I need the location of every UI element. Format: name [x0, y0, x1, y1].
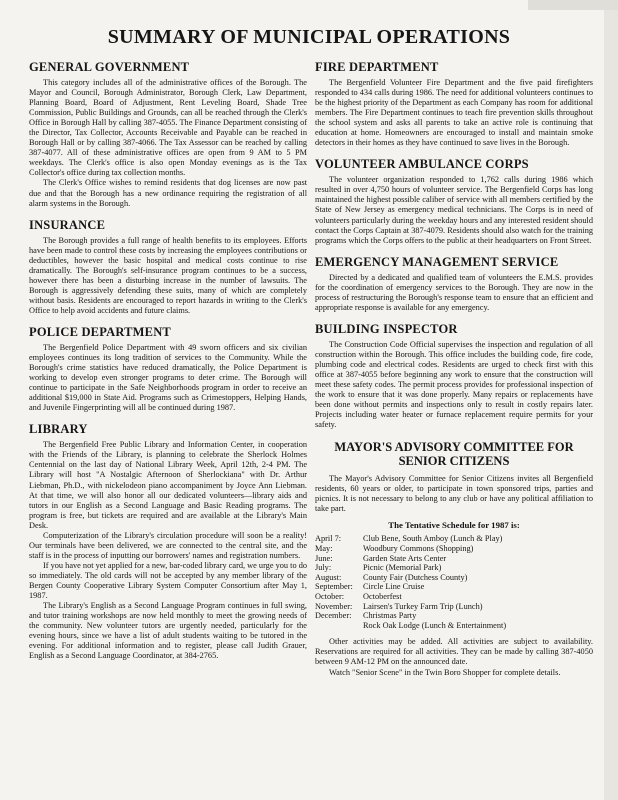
- schedule-heading: The Tentative Schedule for 1987 is:: [388, 520, 520, 531]
- right-column: [315, 60, 593, 678]
- schedule-month: December:: [315, 611, 352, 621]
- section-library: [29, 422, 307, 661]
- section-general-government: [29, 60, 307, 209]
- page-edge: [604, 0, 618, 800]
- section-heading: POLICE DEPARTMENT: [29, 324, 171, 339]
- schedule-row: [315, 582, 593, 592]
- section-ambulance: [315, 157, 593, 245]
- schedule-month: April 7:: [315, 534, 342, 544]
- paragraph: Other activities may be added. All activities are subject to availability. Reservations are required for all activities. They can be made by calling 387-4050 between 9 AM-12 PM on the announced date.: [315, 637, 593, 667]
- section-building: [315, 322, 593, 430]
- paragraph: If you have not yet applied for a new, bar-coded library card, we urge you to do so immediately. The old cards will not be accepted by any member library of the Bergen County Cooperative Library System Computer Consortium after May 1, 1987.: [29, 560, 307, 601]
- schedule-row: [315, 611, 593, 621]
- schedule-row: [315, 544, 593, 554]
- section-insurance: [29, 218, 307, 316]
- schedule-event: Garden State Arts Center: [363, 553, 447, 563]
- schedule-event: Octoberfest: [363, 592, 402, 602]
- schedule-month: August:: [315, 572, 342, 582]
- schedule-row: [315, 554, 593, 564]
- section-heading: GENERAL GOVERNMENT: [29, 60, 190, 74]
- left-column: [29, 60, 307, 670]
- schedule-month: May:: [315, 544, 333, 554]
- paragraph: The volunteer organization responded to 1,762 calls during 1986 which resulted in over 4,750 hours of volunteer service. The Bergenfield Corps has long maintained the highest possible caliber of service with all members certified by the State of New Jersey as emergency medical technicians. The Corps is in need of volunteers particularly during the weekday hours and any interested resident should contact the Corps Captain at 387-4079. Residents should also watch for the training programs which the Corps offers to the public at their headquarters on Front Street.: [315, 175, 593, 245]
- schedule-table: [315, 534, 593, 630]
- paragraph: Computerization of the Library's circulation procedure will soon be a reality! Our terminals have been delivered, we are connected to the central site, and the staff is in the process of inputting our borrowers' names and registration numbers.: [29, 530, 307, 560]
- paragraph: Watch "Senior Scene" in the Twin Boro Shopper for complete details.: [329, 667, 561, 677]
- paragraph: The Bergenfield Police Department with 49 sworn officers and six civilian employees continues its long tradition of services to the Community. While the Borough's crime statistics have reduced dramatically, the Police Department is working to develop even stronger programs to deter crime. The Borough will continue to participate in the Safe Neighborhoods program in order to receive an additional $19,000 in State Aid. Programs such as Crimestoppers, Helping Hands, and Juvenile Fingerprinting will all be continued during 1987.: [29, 342, 307, 413]
- paragraph: The Borough provides a full range of health benefits to its employees. Efforts have been made to control these costs by increasing the employees contributions or deductibles, however the basic hospital and medical costs continue to rise dramatically. The Borough's self-insurance program continues to be a success, however there has been a disturbing increase in the number of lawsuits. The Borough is aggressively defending these suits, many of which are completely without basis. Residents are encouraged to report hazards in writing to the Clerk's Office to help avoid accidents and future claims.: [29, 235, 307, 315]
- schedule-event: Rock Oak Lodge (Lunch & Entertainment): [363, 620, 507, 630]
- section-heading: BUILDING INSPECTOR: [315, 321, 458, 336]
- heading-line: SENIOR CITIZENS: [398, 454, 510, 469]
- page-edge-top: [528, 0, 618, 10]
- schedule-row: [315, 534, 593, 544]
- schedule-row: [315, 602, 593, 612]
- schedule-row: [315, 592, 593, 602]
- schedule-event: Woodbury Commons (Shopping): [363, 544, 474, 554]
- schedule-event: Christmas Party: [363, 611, 417, 621]
- section-heading: LIBRARY: [29, 422, 88, 437]
- page-title: SUMMARY OF MUNICIPAL OPERATIONS: [107, 26, 511, 48]
- schedule-month: November:: [315, 601, 353, 611]
- section-senior-citizens: [315, 440, 593, 677]
- schedule-row: [315, 621, 593, 631]
- schedule-row: [315, 573, 593, 583]
- paragraph: Directed by a dedicated and qualified team of volunteers the E.M.S. provides for the coordination of emergency services to the Borough. They are now in the process of restructuring the Borough's response team to ensure that an efficient and appropriate response is available for any emergency.: [315, 272, 593, 312]
- spacer: [315, 630, 593, 637]
- section-heading: VOLUNTEER AMBULANCE CORPS: [315, 157, 529, 172]
- schedule-event: Club Bene, South Amboy (Lunch & Play): [363, 534, 503, 544]
- section-fire: [315, 60, 593, 148]
- schedule-month: June:: [315, 553, 333, 563]
- paragraph: This category includes all of the administrative offices of the Borough. The Mayor and Council, Borough Administrator, Borough Clerk, Law Department, Planning Board, Board of Adjustment, Rent Leveling Board, Shade Tree Commission, Public Buildings and Grounds, can all be reached through the Clerk's Office in Borough Hall by calling 387-4055. The Finance Department consisting of the Director, Tax Collector, Accounts Receivable and Payable can be reached in Borough Hall or by calling 387-4066. The Tax Assessor can be reached by calling 387-4077. All of these administrative offices are open from 9 AM to 5 PM weekdays. The Clerk's office is also open Monday evenings as is the Tax Collector's office during tax collection months.: [29, 78, 307, 178]
- schedule-event: County Fair (Dutchess County): [363, 572, 468, 582]
- schedule-event: Circle Line Cruise: [363, 582, 425, 592]
- paragraph: The Library's English as a Second Language Program continues in full swing, and tutor training workshops are now held monthly to meet the growing needs of the community. New volunteer tutors are urgently needed, particularly for the evening hours, since we have a list of adult students waiting to be tutored in the evening. For additional information and to register, please call Judith Grauer, English as a Second Language Coordinator, at 384-2765.: [29, 601, 307, 661]
- section-heading: FIRE DEPARTMENT: [315, 60, 439, 74]
- schedule-month: July:: [315, 563, 332, 573]
- schedule-event: Picnic (Memorial Park): [363, 563, 442, 573]
- schedule-month: September:: [315, 582, 353, 592]
- section-heading: EMERGENCY MANAGEMENT SERVICE: [315, 254, 559, 269]
- section-heading: INSURANCE: [29, 217, 106, 232]
- paragraph: The Clerk's Office wishes to remind residents that dog licenses are now past due and that the Borough has a new ordinance requiring the registration of all alarm systems in the Borough.: [29, 178, 307, 208]
- paragraph: The Bergenfield Volunteer Fire Department and the five paid firefighters responded to 434 calls during 1986. The need for additional volunteers continues to be the highest priority of the Department as each Company has room for additional members. The Fire Department continues to teach fire prevention skills throughout the school system and asks all parents to take an active role is continuing that education at home. Homeowners are encouraged to install and maintain smoke detectors in their homes as they have continued to save lives in the Borough.: [315, 78, 593, 148]
- section-heading: [315, 440, 593, 468]
- paragraph: The Bergenfield Free Public Library and Information Center, in cooperation with the Friends of the Library, is planning to celebrate the Sherlock Holmes Centennial on the last day of National Library Week, April 12th, 2-4 PM. The Library will host "A Nostalgic Afternoon of Sherlockiana" with Dr. Arthur Liebman, Ph.D., with nickelodeon piano accompaniment by Joyce Ann Liebman. At that time, we will also honor all our dedicated volunteers—library aids and tutors in our English as a Second Language and Basic Reading programs. The program is free, but tickets are required and are available at the Library's Main Desk.: [29, 440, 307, 530]
- paragraph: The Construction Code Official supervises the inspection and regulation of all construction within the Borough. This office includes the building code, fire code, plumbing code and electrical codes. Residents are urged to check first with this office at 387-4055 before beginning any work to ensure that the construction will meet these safety codes. The permit process provides for professional inspection of the work to ensure that it was done properly. Many repairs or replacements have been done without permits and inspections only to result in costly repairs later. Projects including water heater or furnace replacement require permits for your safety.: [315, 339, 593, 430]
- schedule-month: [315, 621, 363, 631]
- schedule-event: Lairsen's Turkey Farm Trip (Lunch): [363, 601, 483, 611]
- schedule-month: October:: [315, 592, 345, 602]
- heading-line: MAYOR'S ADVISORY COMMITTEE FOR: [334, 440, 574, 455]
- section-police: [29, 325, 307, 413]
- schedule-row: [315, 563, 593, 573]
- paragraph: The Mayor's Advisory Committee for Senior Citizens invites all Bergenfield residents, 60 years or older, to participate in town sponsored trips, parties and picnics. It is not necessary to belong to any club or have any political affiliation to take part.: [315, 474, 593, 514]
- section-emergency: [315, 255, 593, 313]
